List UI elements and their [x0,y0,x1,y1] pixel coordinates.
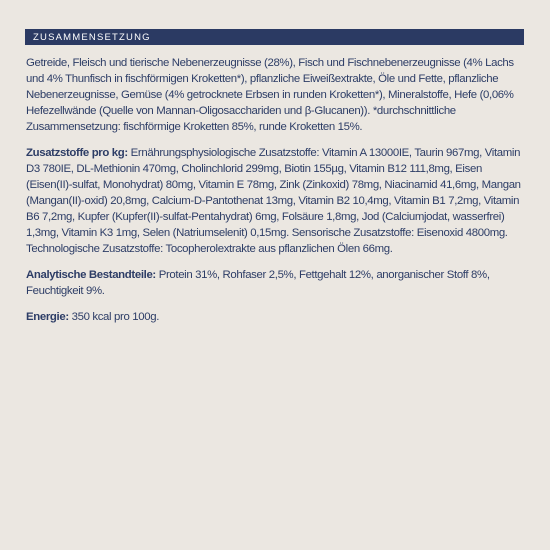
section-header-bar [25,29,524,45]
analytical-text: Protein 31%, Rohfaser 2,5%, Fettgehalt 12%, anorganischer Stoff 8%, Feuchtigkeit 9%. [26,269,490,297]
composition-paragraph [26,55,526,135]
additives-text: Ernährungsphysiologische Zusatzstoffe: Vitamin A 13000IE, Taurin 967mg, Vitamin D3 780IE, DL-Methionin 470mg, Cholinchlorid 299mg, Biotin 155µg, Vitamin B12 111,8mg, Eisen (Eisen(II)-sulfat, Monohydrat) 80mg, Vitamin E 78mg, Zink (Zinkoxid) 78mg, Niacinamid 41,6mg, Mangan (Mangan(II)-oxid) 20,8mg, Calcium-D-Pantothenat 13mg, Vitamin B2 10,4mg, Vitamin B1 7,2mg, Vitamin B6 7,2mg, Kupfer (Kupfer(II)-sulfat-Pentahydrat) 6mg, Folsäure 1,8mg, Jod (Calciumjodat, wasserfrei) 1,3mg, Vitamin K3 1mg, Selen (Natriumselenit) 0,15mg. Sensorische Zusatzstoffe: Eisenoxid 4800mg. Technologische Zusatzstoffe: Tocopherolextrakte aus pflanzlichen Ölen 66mg. [26,147,521,255]
composition-text: Getreide, Fleisch und tierische Nebenerzeugnisse (28%), Fisch und Fischnebenerzeugnisse (4% Lachs und 4% Thunfisch in fischförmigen Kroketten*), pflanzliche Eiweißextrakte, Öle und Fette, pflanzliche Nebenerzeugnisse, Gemüse (4% getrocknete Erbsen in runden Kroketten*), Mineralstoffe, Hefe (0,06% Hefezellwände (Quelle von Mannan-Oligosacchariden und β-Glucanen)). *durchschnittliche Zusammensetzung: fischförmige Kroketten 85%, runde Kroketten 15%. [26,57,514,133]
energy-label: Energie: [26,311,69,323]
composition-content [26,55,526,335]
section-title: ZUSAMMENSETZUNG [33,31,151,43]
additives-paragraph [26,145,526,257]
energy-paragraph [26,309,526,325]
analytical-paragraph [26,267,526,299]
analytical-label: Analytische Bestandteile: [26,269,156,281]
energy-text: 350 kcal pro 100g. [68,311,160,323]
additives-label: Zusatzstoffe pro kg: [26,147,128,159]
